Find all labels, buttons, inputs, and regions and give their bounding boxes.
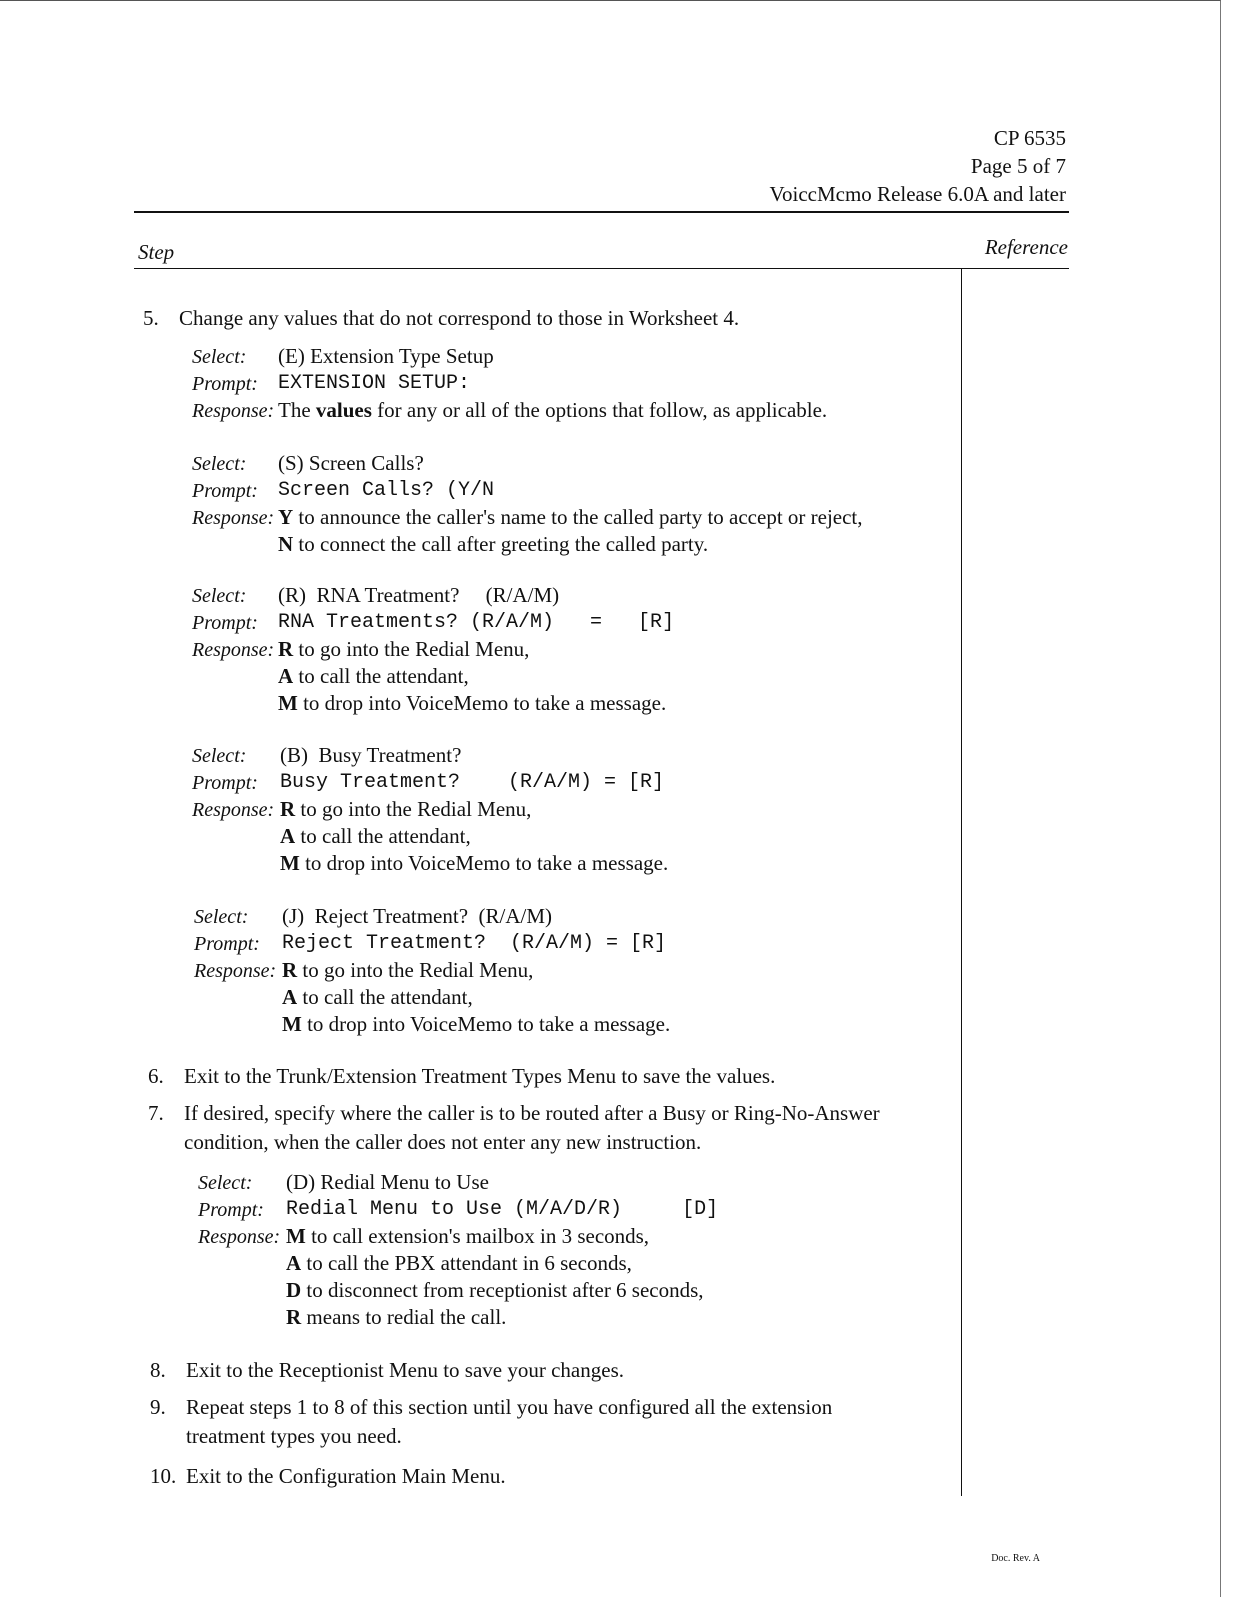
select-label: Select: [192, 346, 247, 368]
step-number: 10. [150, 1464, 177, 1488]
step-9 [150, 1393, 832, 1451]
prompt-value: Reject Treatment? (R/A/M) = [R] [282, 932, 667, 955]
select-value: (B) Busy Treatment? [280, 743, 462, 767]
select-value: (R) RNA Treatment? (R/A/M) [278, 583, 560, 607]
response-line: M to drop into VoiceMemo to take a message. [278, 691, 667, 715]
prompt-value: Redial Menu to Use (M/A/D/R) [D] [286, 1198, 719, 1221]
header-rule [134, 211, 1069, 213]
step-10 [150, 1462, 506, 1490]
response-label: Response: [192, 400, 275, 422]
prompt-value: Screen Calls? (Y/N [278, 479, 495, 502]
release-line: VoiccMcmo Release 6.0A and later [769, 182, 1066, 206]
step-text-line-1: Repeat steps 1 to 8 of this section until you have configured all the extension [186, 1395, 833, 1419]
response-label: Response: [194, 960, 277, 982]
response-line: M to call extension's mailbox in 3 seconds, [286, 1224, 650, 1248]
reject-treatment-block [194, 903, 671, 1038]
select-label: Select: [198, 1172, 253, 1194]
step-5 [143, 304, 739, 332]
response-line: Y to announce the caller's name to the called party to accept or reject, [278, 505, 863, 529]
response-line: D to disconnect from receptionist after 6 seconds, [286, 1278, 704, 1302]
column-heading-rule [134, 268, 1069, 269]
select-value: (E) Extension Type Setup [278, 344, 494, 368]
response-line: R to go into the Redial Menu, [280, 797, 532, 821]
step-7 [148, 1099, 880, 1157]
rna-treatment-block [192, 582, 675, 717]
step-text-line-2: condition, when the caller does not enter any new instruction. [184, 1130, 702, 1154]
prompt-value: RNA Treatments? (R/A/M) = [R] [278, 611, 675, 634]
doc-revision: Doc. Rev. A [991, 1553, 1040, 1564]
busy-treatment-block [192, 742, 669, 877]
select-label: Select: [192, 453, 247, 475]
prompt-label: Prompt: [198, 1199, 264, 1221]
reference-column-divider [961, 268, 962, 1496]
step-6 [148, 1062, 775, 1090]
prompt-value: EXTENSION SETUP: [278, 372, 471, 395]
response-line: R to go into the Redial Menu, [282, 958, 534, 982]
response-value: The values for any or all of the options that follow, as applicable. [278, 398, 828, 422]
response-line: N to connect the call after greeting the called party. [278, 532, 709, 556]
screen-calls-block [192, 450, 863, 558]
extension-setup-block [192, 343, 828, 424]
response-label: Response: [192, 799, 275, 821]
doc-id: CP 6535 [993, 126, 1066, 150]
select-label: Select: [194, 906, 249, 928]
step-number: 5. [143, 306, 159, 330]
select-value: (J) Reject Treatment? (R/A/M) [282, 904, 553, 928]
step-number: 6. [148, 1064, 164, 1088]
response-label: Response: [198, 1226, 281, 1248]
step-number: 9. [150, 1395, 166, 1419]
prompt-label: Prompt: [194, 933, 260, 955]
step-number: 7. [148, 1101, 164, 1125]
response-label: Response: [192, 507, 275, 529]
prompt-label: Prompt: [192, 612, 258, 634]
response-line: A to call the attendant, [278, 664, 469, 688]
select-label: Select: [192, 745, 247, 767]
step-text: Exit to the Configuration Main Menu. [186, 1464, 506, 1488]
page-number: Page 5 of 7 [970, 154, 1066, 178]
response-line: A to call the attendant, [280, 824, 471, 848]
prompt-label: Prompt: [192, 480, 258, 502]
response-line: A to call the PBX attendant in 6 seconds, [286, 1251, 632, 1275]
redial-menu-block [198, 1169, 719, 1331]
step-text-line-1: If desired, specify where the caller is to be routed after a Busy or Ring-No-Answer [184, 1101, 880, 1125]
step-text: Change any values that do not correspond to those in Worksheet 4. [179, 306, 740, 330]
prompt-value: Busy Treatment? (R/A/M) = [R] [280, 771, 665, 794]
select-value: (S) Screen Calls? [278, 451, 424, 475]
prompt-label: Prompt: [192, 772, 258, 794]
response-label: Response: [192, 639, 275, 661]
prompt-label: Prompt: [192, 373, 258, 395]
step-text: Exit to the Receptionist Menu to save your changes. [186, 1358, 624, 1382]
step-text: Exit to the Trunk/Extension Treatment Types Menu to save the values. [184, 1064, 776, 1088]
step-column-heading: Step [138, 240, 175, 264]
select-label: Select: [192, 585, 247, 607]
response-line: R to go into the Redial Menu, [278, 637, 530, 661]
response-line: R means to redial the call. [286, 1305, 507, 1329]
response-line: A to call the attendant, [282, 985, 473, 1009]
reference-column-heading: Reference [984, 235, 1068, 259]
step-8 [150, 1356, 624, 1384]
select-value: (D) Redial Menu to Use [286, 1170, 489, 1194]
response-line: M to drop into VoiceMemo to take a message. [280, 851, 669, 875]
step-number: 8. [150, 1358, 166, 1382]
step-text-line-2: treatment types you need. [186, 1424, 402, 1448]
response-line: M to drop into VoiceMemo to take a message. [282, 1012, 671, 1036]
